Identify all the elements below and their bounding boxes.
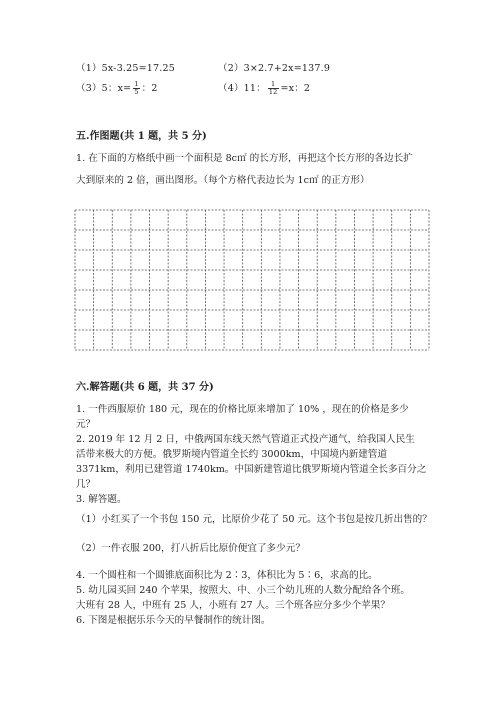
equation-4-prefix: （4）11： [218,83,266,94]
question-2-line-3: 3371km，利用已建管道 1740km。中国新建管道比俄罗斯境内管道全长多百分之 [76,464,427,475]
equation-3-fraction [133,81,139,96]
question-4: 4. 一个圆柱和一个圆锥底面积比为 2∶3，体积比为 5∶6，求高的比。 [76,570,378,581]
question-3-part-1: （1）小红买了一个书包 150 元，比原价少花了 50 元。这个书包是按几折出售的？ [76,514,432,525]
fraction-denominator: 5 [134,88,139,96]
question-5-line-1: 5. 幼儿园买回 240 个苹果，按照大、中、小三个幼儿班的人数分配给各个班。 [76,585,411,596]
equation-2 [218,60,330,74]
question-1-line-2: 元？ [76,419,96,430]
question-3: 3. 解答题。 [76,494,127,505]
question-2-line-2: 活带来极大的方便。俄罗斯境内管道全长约 3000km，中国境内新建管道 [76,449,387,460]
equation-1-text: （1）5x-3.25=17.25 [76,63,175,74]
section-5-title: 五.作图题(共 1 题，共 5 分) [76,131,207,142]
question-5-line-2: 大班有 28 人，中班有 25 人，小班有 27 人。三个班各应分多少个苹果？ [76,600,390,611]
equation-4 [218,80,310,96]
question-1-line-1: 1. 一件西服原价 180 元，现在的价格比原来增加了 10% ，现在的价格是多少 [76,404,409,415]
equation-3 [76,80,158,96]
equation-1 [76,60,175,74]
section-5-question-line-2: 大到原来的 2 倍，画出图形。（每个方格代表边长为 1c㎡ 的正方形） [76,175,370,186]
section-6-title: 六.解答题(共 6 题，共 37 分) [76,382,214,393]
grid-paper[interactable] [74,209,430,351]
equation-3-prefix: （3）5：x= [76,83,132,94]
question-6: 6. 下图是根据乐乐今天的早餐制作的统计图。 [76,615,271,626]
question-2-line-4: 几？ [76,479,96,490]
fraction-denominator: 12 [268,88,278,96]
equation-4-suffix: =x：2 [280,83,311,94]
equation-2-text: （2）3×2.7+2x=137.9 [218,63,331,74]
question-2-line-1: 2. 2019 年 12 月 2 日，中俄两国东线天然气管道正式投产通气，给我国人民生 [76,434,415,445]
equation-3-suffix: ：2 [141,83,158,94]
equation-4-fraction [268,81,279,96]
fraction-numerator: 1 [268,81,279,89]
fraction-numerator: 1 [134,80,139,88]
section-5-question-line-1: 1. 在下面的方格纸中画一个面积是 8c㎡ 的长方形，再把这个长方形的各边长扩 [76,153,413,164]
question-3-part-2: （2）一件衣服 200，打八折后比原价便宜了多少元？ [76,543,305,554]
